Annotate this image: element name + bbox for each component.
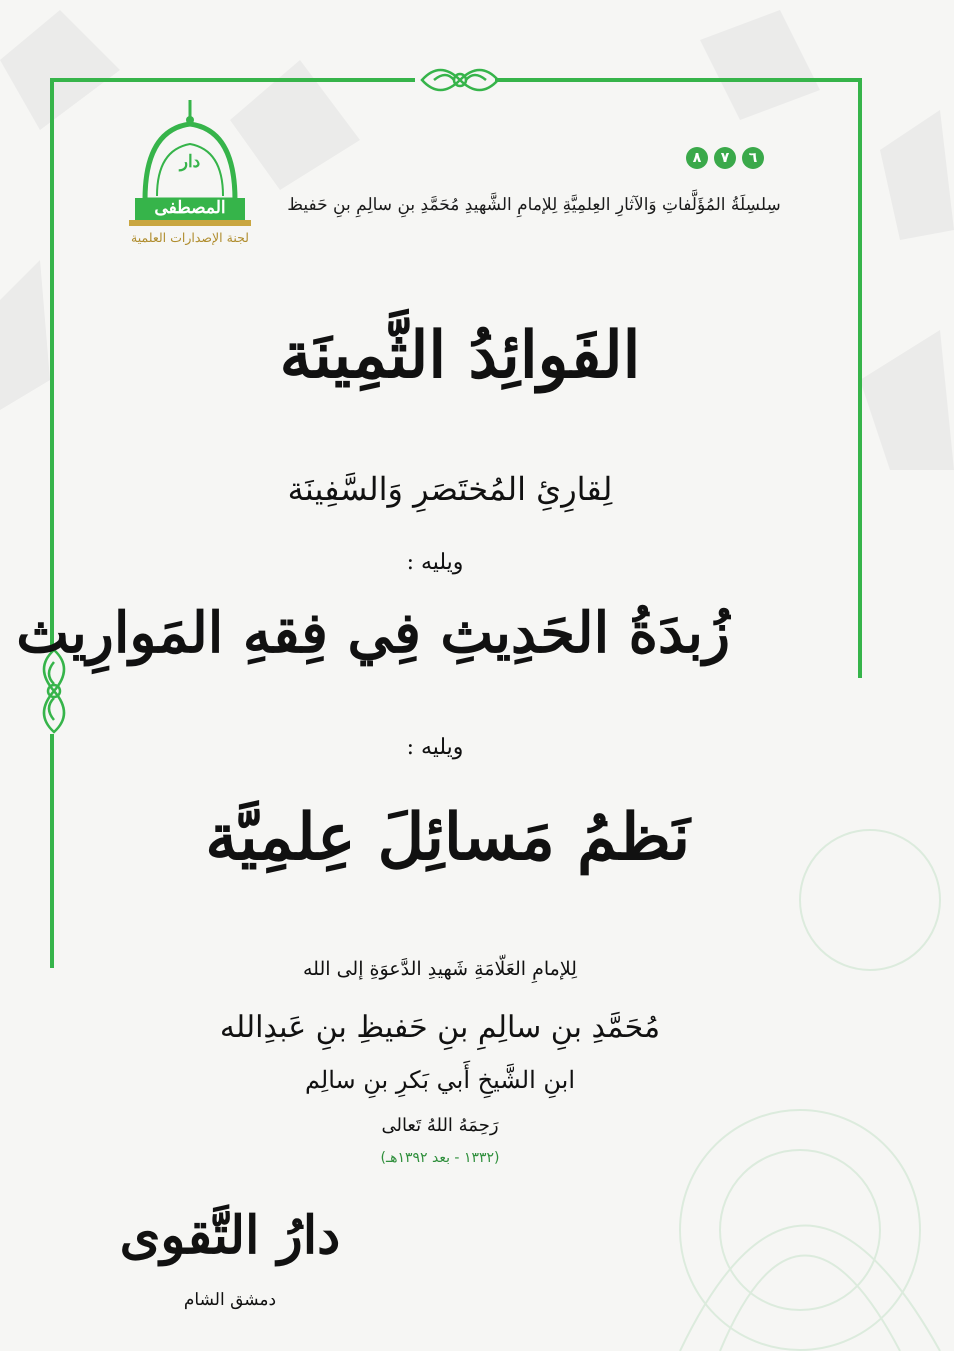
logo-caption: لجنة الإصدارات العلمية [131, 230, 249, 245]
second-title: زُبدَةُ الحَدِيثِ فِي فِقهِ المَوارِيث [16, 600, 730, 666]
series-title: سِلسِلَةُ المُؤَلَّفاتِ وَالآثارِ العِلمِيَّةِ لِلإمامِ الشَّهيدِ مُحَمَّدِ بنِ سالِمِ بنِ حَفيظ [287, 195, 781, 215]
author-lineage: ابنِ الشَّيخِ أَبي بَكرِ بنِ سالِم [304, 1066, 576, 1094]
followed-by-label: ويليه : [406, 735, 464, 760]
author-name: مُحَمَّدِ بنِ سالِمِ بنِ حَفيظِ بنِ عَبدِالله [219, 1010, 661, 1045]
dome-icon [115, 100, 265, 280]
author-prayer: رَحِمَهُ اللهُ تَعالى [381, 1115, 499, 1136]
subtitle: لِقارِئِ المُختَصَرِ وَالسَّفِينَة [287, 470, 613, 508]
followed-by-label: ويليه : [406, 550, 464, 575]
logo-line2: المصطفى [154, 198, 226, 218]
author-dates: (١٣٣٢ - بعد ١٣٩٢هـ) [380, 1150, 500, 1166]
main-title: الفَوائِدُ الثَّمِينَة [279, 318, 641, 393]
frame-left-line [50, 78, 54, 968]
publisher-logo [115, 100, 265, 280]
logo-line1: دار [179, 152, 201, 172]
series-badge: ٨ [686, 147, 708, 169]
third-title: نَظمُ مَسائِلَ عِلمِيَّة [205, 800, 690, 875]
publisher-place: دمشق الشام [183, 1290, 277, 1310]
series-badge: ٧ [714, 147, 736, 169]
series-number-badges [686, 147, 764, 169]
frame-right-line [858, 78, 862, 678]
series-badge: ٦ [742, 147, 764, 169]
author-intro: لِلإمامِ العَلّامَةِ شَهيدِ الدَّعوَةِ إلى الله [303, 958, 577, 980]
top-ornament-icon [420, 58, 500, 102]
publisher-name: دارُ التَّقوى [119, 1205, 341, 1266]
